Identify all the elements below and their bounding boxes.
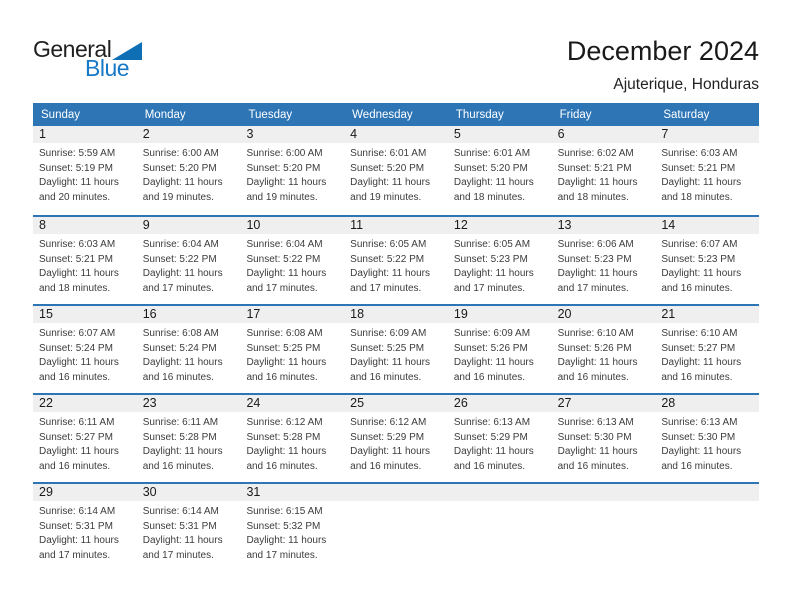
sunset-text: Sunset: 5:22 PM (350, 253, 425, 265)
daylight-text-line1: Daylight: 11 hours (350, 357, 431, 369)
daylight-text-line2: and 16 minutes. (350, 460, 422, 472)
sunrise-text: Sunrise: 6:01 AM (453, 148, 531, 159)
day-cell (655, 126, 759, 215)
week-row (33, 126, 759, 215)
daylight-text-line2: and 17 minutes. (350, 282, 422, 294)
day-details (137, 412, 241, 474)
sunset-text: Sunset: 5:20 PM (142, 162, 217, 174)
daylight-text-line1: Daylight: 11 hours (557, 446, 638, 458)
daylight-text-line1: Daylight: 11 hours (142, 446, 223, 458)
sunset-text: Sunset: 5:29 PM (453, 431, 528, 443)
daylight-text-line1: Daylight: 11 hours (39, 535, 119, 547)
day-number: 15 (33, 306, 137, 323)
daylight-text-line1: Daylight: 11 hours (453, 177, 534, 189)
sunrise-text: Sunrise: 6:04 AM (142, 239, 219, 250)
day-details (240, 501, 344, 563)
sunset-text: Sunset: 5:21 PM (557, 162, 632, 174)
daylight-text-line2: and 16 minutes. (350, 371, 422, 383)
day-cell (448, 395, 552, 482)
daylight-text-line2: and 16 minutes. (39, 371, 111, 383)
day-number: 29 (33, 484, 137, 501)
empty-day-cell (344, 484, 448, 571)
sunset-text: Sunset: 5:31 PM (142, 520, 217, 532)
day-details (448, 234, 552, 296)
calendar-table (33, 103, 759, 571)
day-cell (240, 126, 344, 215)
sunrise-text: Sunrise: 6:09 AM (453, 328, 531, 339)
sunset-text: Sunset: 5:27 PM (661, 342, 736, 354)
weekday-monday: Monday (144, 108, 186, 121)
day-details (344, 323, 448, 385)
daylight-text-line1: Daylight: 11 hours (39, 268, 119, 280)
daylight-text-line1: Daylight: 11 hours (246, 535, 327, 547)
sunset-text: Sunset: 5:19 PM (39, 162, 113, 174)
sunrise-text: Sunrise: 6:13 AM (453, 417, 531, 428)
day-number: 4 (344, 126, 448, 143)
daylight-text-line2: and 16 minutes. (453, 460, 526, 472)
day-number: 21 (655, 306, 759, 323)
sunrise-text: Sunrise: 6:10 AM (557, 328, 634, 339)
day-cell (240, 306, 344, 393)
sunrise-text: Sunrise: 6:14 AM (39, 506, 116, 517)
daylight-text-line2: and 16 minutes. (246, 460, 318, 472)
sunset-text: Sunset: 5:23 PM (557, 253, 632, 265)
day-number: 20 (552, 306, 656, 323)
day-cell (240, 484, 344, 571)
daylight-text-line1: Daylight: 11 hours (557, 357, 638, 369)
sunset-text: Sunset: 5:26 PM (557, 342, 632, 354)
day-cell (33, 306, 137, 393)
empty-day-cell (552, 484, 656, 571)
day-cell (33, 126, 137, 215)
location-subtitle: Ajuterique, Honduras (613, 76, 759, 93)
sunset-text: Sunset: 5:28 PM (246, 431, 321, 443)
day-cell (33, 395, 137, 482)
sunrise-text: Sunrise: 6:02 AM (557, 148, 634, 159)
day-number: 9 (137, 217, 241, 234)
daylight-text-line2: and 17 minutes. (246, 282, 318, 294)
daylight-text-line1: Daylight: 11 hours (350, 268, 431, 280)
day-number: 22 (33, 395, 137, 412)
daylight-text-line2: and 19 minutes. (142, 191, 214, 203)
sunset-text: Sunset: 5:30 PM (661, 431, 736, 443)
sunset-text: Sunset: 5:24 PM (142, 342, 217, 354)
day-cell (448, 217, 552, 304)
week-row (33, 393, 759, 482)
daylight-text-line1: Daylight: 11 hours (142, 177, 223, 189)
day-details (344, 412, 448, 474)
day-details (137, 501, 241, 563)
daylight-text-line2: and 18 minutes. (661, 191, 733, 203)
day-number: 2 (137, 126, 241, 143)
weekday-thursday: Thursday (455, 108, 504, 121)
daylight-text-line1: Daylight: 11 hours (142, 357, 223, 369)
sunrise-text: Sunrise: 6:13 AM (661, 417, 738, 428)
daylight-text-line1: Daylight: 11 hours (557, 177, 638, 189)
day-details (655, 412, 759, 474)
day-number: 1 (33, 126, 137, 143)
daylight-text-line2: and 16 minutes. (453, 371, 526, 383)
daylight-text-line2: and 16 minutes. (557, 371, 629, 383)
day-details (33, 501, 137, 563)
daylight-text-line1: Daylight: 11 hours (350, 177, 431, 189)
daylight-text-line2: and 19 minutes. (246, 191, 318, 203)
sunset-text: Sunset: 5:31 PM (39, 520, 113, 532)
day-details (33, 234, 137, 296)
sunrise-text: Sunrise: 6:09 AM (350, 328, 427, 339)
sunset-text: Sunset: 5:26 PM (453, 342, 528, 354)
daylight-text-line1: Daylight: 11 hours (39, 446, 119, 458)
day-number: 30 (137, 484, 241, 501)
daylight-text-line2: and 18 minutes. (453, 191, 526, 203)
day-number: 13 (552, 217, 656, 234)
daylight-text-line2: and 17 minutes. (453, 282, 526, 294)
day-number: 11 (344, 217, 448, 234)
day-cell (448, 126, 552, 215)
title-block (567, 36, 759, 94)
day-details (344, 143, 448, 205)
day-number (448, 484, 552, 501)
daylight-text-line2: and 16 minutes. (661, 282, 733, 294)
day-details (344, 234, 448, 296)
day-number: 6 (552, 126, 656, 143)
day-details (240, 143, 344, 205)
daylight-text-line1: Daylight: 11 hours (142, 268, 223, 280)
sunset-text: Sunset: 5:32 PM (246, 520, 321, 532)
empty-day-cell (655, 484, 759, 571)
sunrise-text: Sunrise: 6:05 AM (453, 239, 531, 250)
sunrise-text: Sunrise: 6:08 AM (142, 328, 219, 339)
sunset-text: Sunset: 5:22 PM (142, 253, 217, 265)
day-cell (344, 126, 448, 215)
day-number: 17 (240, 306, 344, 323)
day-cell (137, 217, 241, 304)
daylight-text-line1: Daylight: 11 hours (246, 357, 327, 369)
daylight-text-line1: Daylight: 11 hours (661, 357, 742, 369)
sunset-text: Sunset: 5:20 PM (453, 162, 528, 174)
sunrise-text: Sunrise: 6:04 AM (246, 239, 323, 250)
day-number: 31 (240, 484, 344, 501)
day-cell (137, 126, 241, 215)
sunrise-text: Sunrise: 6:12 AM (246, 417, 323, 428)
sunrise-text: Sunrise: 6:08 AM (246, 328, 323, 339)
day-details (655, 323, 759, 385)
daylight-text-line1: Daylight: 11 hours (39, 177, 119, 189)
day-number (344, 484, 448, 501)
sunrise-text: Sunrise: 6:14 AM (142, 506, 219, 517)
day-details (240, 412, 344, 474)
weekday-wednesday: Wednesday (352, 108, 413, 121)
day-cell (552, 306, 656, 393)
day-details (240, 323, 344, 385)
sunrise-text: Sunrise: 6:11 AM (142, 417, 219, 428)
day-details (655, 143, 759, 205)
sunrise-text: Sunrise: 6:01 AM (350, 148, 427, 159)
day-number: 7 (655, 126, 759, 143)
sunrise-text: Sunrise: 6:12 AM (350, 417, 427, 428)
daylight-text-line2: and 17 minutes. (142, 282, 214, 294)
weekday-friday: Friday (559, 108, 592, 121)
sunset-text: Sunset: 5:25 PM (246, 342, 321, 354)
sunrise-text: Sunrise: 6:07 AM (39, 328, 116, 339)
daylight-text-line2: and 20 minutes. (39, 191, 111, 203)
daylight-text-line1: Daylight: 11 hours (453, 357, 534, 369)
daylight-text-line1: Daylight: 11 hours (39, 357, 119, 369)
week-row (33, 304, 759, 393)
daylight-text-line2: and 16 minutes. (39, 460, 111, 472)
daylight-text-line2: and 18 minutes. (39, 282, 111, 294)
day-cell (240, 395, 344, 482)
day-number: 24 (240, 395, 344, 412)
sunrise-text: Sunrise: 6:13 AM (557, 417, 634, 428)
daylight-text-line2: and 16 minutes. (557, 460, 629, 472)
day-details (552, 323, 656, 385)
sunset-text: Sunset: 5:22 PM (246, 253, 321, 265)
daylight-text-line2: and 16 minutes. (661, 460, 733, 472)
day-cell (655, 217, 759, 304)
daylight-text-line2: and 16 minutes. (142, 460, 214, 472)
weeks-container (33, 126, 759, 571)
day-details (137, 234, 241, 296)
sunset-text: Sunset: 5:30 PM (557, 431, 632, 443)
daylight-text-line1: Daylight: 11 hours (557, 268, 638, 280)
sunset-text: Sunset: 5:20 PM (246, 162, 321, 174)
weekday-sunday: Sunday (41, 108, 81, 121)
daylight-text-line1: Daylight: 11 hours (453, 268, 534, 280)
day-number: 12 (448, 217, 552, 234)
daylight-text-line2: and 16 minutes. (661, 371, 733, 383)
daylight-text-line1: Daylight: 11 hours (246, 446, 327, 458)
sunrise-text: Sunrise: 6:11 AM (39, 417, 115, 428)
day-number: 25 (344, 395, 448, 412)
daylight-text-line2: and 17 minutes. (142, 549, 214, 561)
day-details (448, 143, 552, 205)
sunset-text: Sunset: 5:24 PM (39, 342, 113, 354)
daylight-text-line2: and 19 minutes. (350, 191, 422, 203)
day-cell (33, 484, 137, 571)
day-number: 16 (137, 306, 241, 323)
day-number: 26 (448, 395, 552, 412)
week-row (33, 215, 759, 304)
day-details (655, 234, 759, 296)
day-cell (448, 306, 552, 393)
daylight-text-line2: and 17 minutes. (39, 549, 111, 561)
day-details (448, 323, 552, 385)
week-row (33, 482, 759, 571)
day-number: 19 (448, 306, 552, 323)
day-number: 23 (137, 395, 241, 412)
logo-text-blue: Blue (85, 55, 130, 81)
daylight-text-line1: Daylight: 11 hours (453, 446, 534, 458)
day-cell (552, 395, 656, 482)
day-details (552, 412, 656, 474)
daylight-text-line2: and 17 minutes. (246, 549, 318, 561)
daylight-text-line1: Daylight: 11 hours (246, 268, 327, 280)
day-details (33, 143, 137, 205)
general-blue-logo (33, 38, 142, 80)
day-details (33, 412, 137, 474)
day-details (137, 323, 241, 385)
day-number (655, 484, 759, 501)
day-cell (137, 395, 241, 482)
daylight-text-line2: and 17 minutes. (557, 282, 629, 294)
daylight-text-line1: Daylight: 11 hours (661, 268, 742, 280)
sunrise-text: Sunrise: 5:59 AM (39, 148, 116, 159)
day-details (552, 143, 656, 205)
sunrise-text: Sunrise: 6:05 AM (350, 239, 427, 250)
day-cell (552, 217, 656, 304)
sunset-text: Sunset: 5:28 PM (142, 431, 217, 443)
daylight-text-line2: and 16 minutes. (246, 371, 318, 383)
sunrise-text: Sunrise: 6:15 AM (246, 506, 323, 517)
month-title: December 2024 (566, 36, 759, 66)
weekday-saturday: Saturday (663, 108, 710, 121)
sunrise-text: Sunrise: 6:10 AM (661, 328, 738, 339)
day-cell (33, 217, 137, 304)
day-cell (137, 306, 241, 393)
day-number: 28 (655, 395, 759, 412)
sunset-text: Sunset: 5:21 PM (39, 253, 113, 265)
sunrise-text: Sunrise: 6:06 AM (557, 239, 634, 250)
daylight-text-line1: Daylight: 11 hours (350, 446, 431, 458)
daylight-text-line1: Daylight: 11 hours (142, 535, 223, 547)
day-cell (344, 306, 448, 393)
daylight-text-line2: and 18 minutes. (557, 191, 629, 203)
day-details (33, 323, 137, 385)
daylight-text-line1: Daylight: 11 hours (661, 446, 742, 458)
daylight-text-line2: and 16 minutes. (142, 371, 214, 383)
day-cell (655, 306, 759, 393)
day-details (137, 143, 241, 205)
sunset-text: Sunset: 5:23 PM (453, 253, 528, 265)
day-cell (655, 395, 759, 482)
sunrise-text: Sunrise: 6:03 AM (39, 239, 116, 250)
daylight-text-line1: Daylight: 11 hours (246, 177, 327, 189)
sunrise-text: Sunrise: 6:00 AM (142, 148, 219, 159)
sunset-text: Sunset: 5:20 PM (350, 162, 425, 174)
sunset-text: Sunset: 5:23 PM (661, 253, 736, 265)
sunset-text: Sunset: 5:21 PM (661, 162, 736, 174)
day-number: 14 (655, 217, 759, 234)
logo-text-general: General (33, 36, 112, 62)
day-cell (344, 217, 448, 304)
day-cell (240, 217, 344, 304)
day-number: 10 (240, 217, 344, 234)
day-number: 8 (33, 217, 137, 234)
sunrise-text: Sunrise: 6:07 AM (661, 239, 738, 250)
day-cell (552, 126, 656, 215)
daylight-text-line1: Daylight: 11 hours (661, 177, 742, 189)
day-details (552, 234, 656, 296)
sunset-text: Sunset: 5:29 PM (350, 431, 425, 443)
day-details (448, 412, 552, 474)
empty-day-cell (448, 484, 552, 571)
weekday-header-row (33, 103, 759, 126)
day-cell (137, 484, 241, 571)
weekday-tuesday: Tuesday (248, 108, 293, 121)
sunrise-text: Sunrise: 6:00 AM (246, 148, 323, 159)
sunset-text: Sunset: 5:27 PM (39, 431, 113, 443)
day-number: 18 (344, 306, 448, 323)
day-number (552, 484, 656, 501)
sunrise-text: Sunrise: 6:03 AM (661, 148, 738, 159)
day-number: 3 (240, 126, 344, 143)
day-details (240, 234, 344, 296)
day-cell (344, 395, 448, 482)
day-number: 5 (448, 126, 552, 143)
day-number: 27 (552, 395, 656, 412)
sunset-text: Sunset: 5:25 PM (350, 342, 425, 354)
